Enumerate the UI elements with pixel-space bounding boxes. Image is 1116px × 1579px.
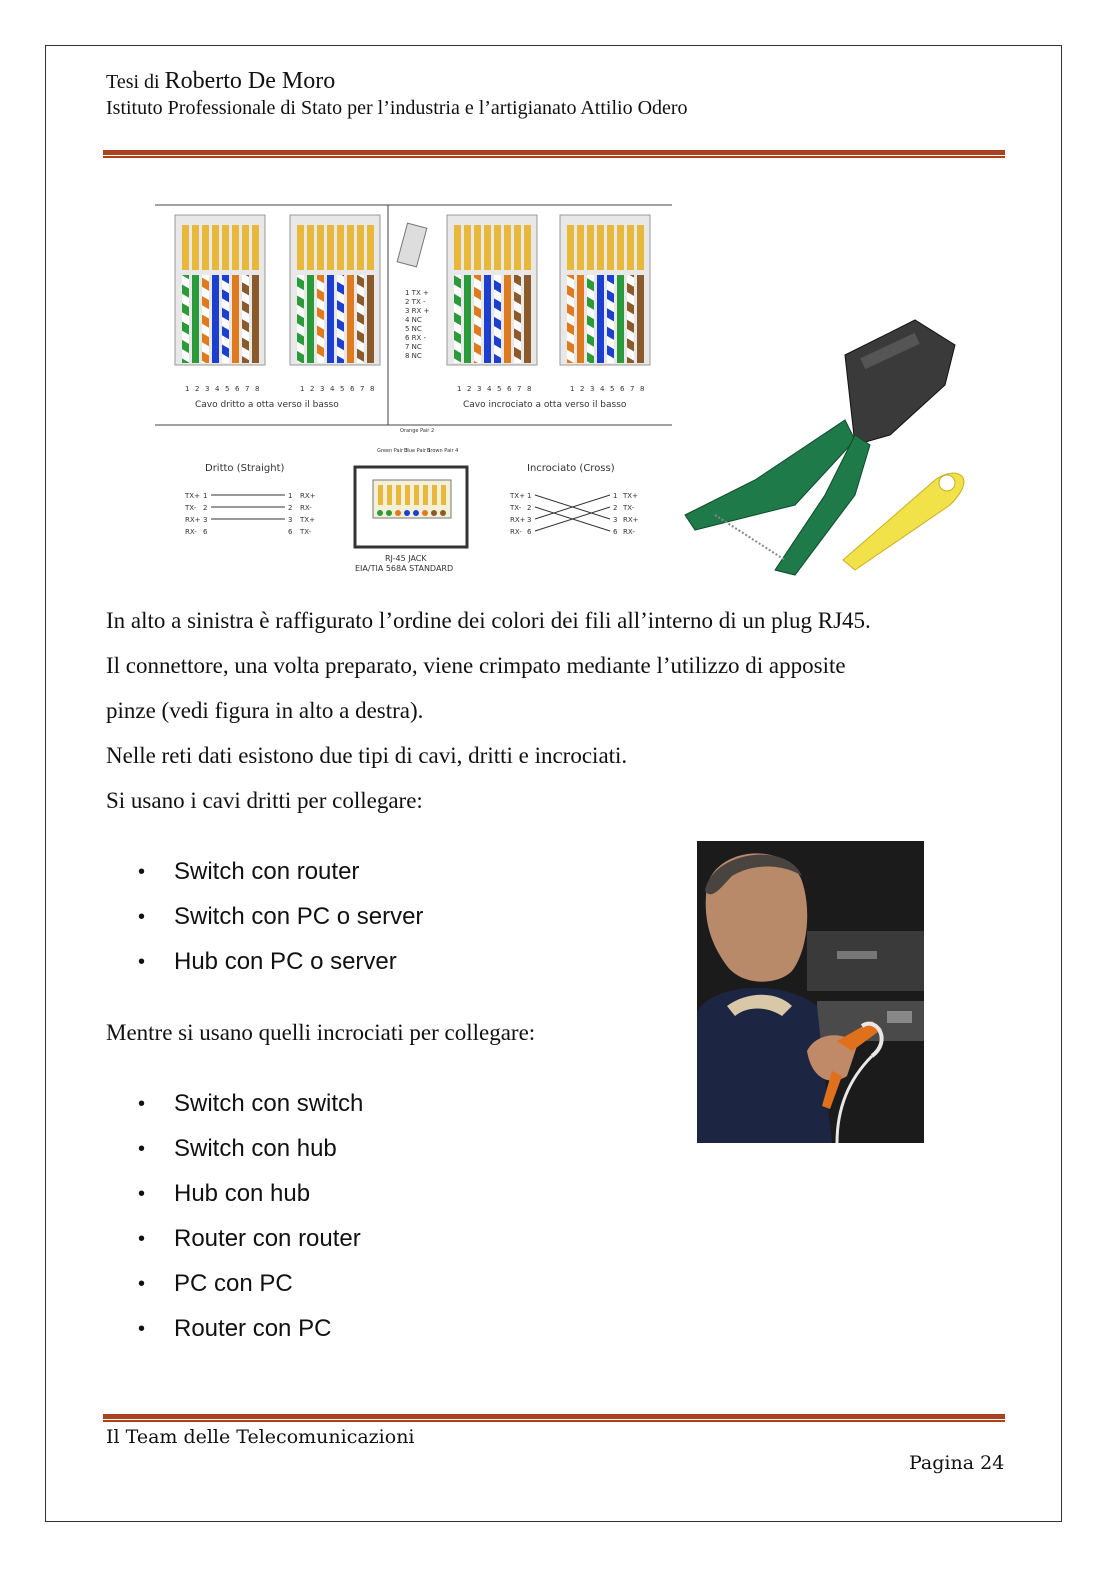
pin-num: 2 bbox=[467, 385, 472, 393]
pin-num: 1 bbox=[457, 385, 462, 393]
svg-text:RX-: RX- bbox=[300, 504, 312, 512]
svg-text:5 NC: 5 NC bbox=[405, 325, 422, 333]
crimping-tool bbox=[685, 320, 955, 575]
cross-intro: Mentre si usano quelli incrociati per collegare: bbox=[106, 1020, 536, 1045]
pin-num: 7 bbox=[517, 385, 522, 393]
svg-text:TX+: TX+ bbox=[300, 516, 315, 524]
pin-num: 8 bbox=[255, 385, 260, 393]
straight-title: Dritto (Straight) bbox=[205, 463, 285, 474]
pin-num: 7 bbox=[630, 385, 635, 393]
list-item: • Switch con PC o server bbox=[138, 903, 424, 930]
svg-text:3: 3 bbox=[288, 516, 293, 524]
pin-num: 5 bbox=[610, 385, 615, 393]
svg-text:RX+: RX+ bbox=[510, 516, 526, 524]
caption-straight-plug: Cavo dritto a otta verso il basso bbox=[195, 400, 339, 410]
pin-num: 8 bbox=[370, 385, 375, 393]
caption-cross-plug: Cavo incrociato a otta verso il basso bbox=[463, 400, 627, 410]
svg-text:Brown Pair 4: Brown Pair 4 bbox=[427, 448, 459, 454]
bullet: • bbox=[138, 1228, 146, 1250]
pin-num: 1 bbox=[570, 385, 575, 393]
bullet: • bbox=[138, 1183, 146, 1205]
pin-num: 6 bbox=[620, 385, 625, 393]
svg-text:1: 1 bbox=[613, 492, 618, 500]
pin-num: 1 bbox=[185, 385, 190, 393]
jack-caption-2: EIA/TIA 568A STANDARD bbox=[355, 564, 454, 573]
list-item: • Hub con PC o server bbox=[138, 948, 397, 975]
bullet: • bbox=[138, 1318, 146, 1340]
plug-568b-2 bbox=[560, 215, 650, 365]
list-item: • Switch con switch bbox=[138, 1090, 364, 1117]
pin-num: 2 bbox=[310, 385, 315, 393]
pin-num: 8 bbox=[640, 385, 645, 393]
list-item: • Router con router bbox=[138, 1225, 361, 1252]
svg-text:TX-: TX- bbox=[623, 504, 635, 512]
svg-text:TX-: TX- bbox=[510, 504, 522, 512]
svg-text:7 NC: 7 NC bbox=[405, 343, 422, 351]
svg-text:3: 3 bbox=[203, 516, 208, 524]
page-number: Pagina 24 bbox=[909, 1452, 1005, 1474]
pin-num: 2 bbox=[195, 385, 200, 393]
bullet: • bbox=[138, 1273, 146, 1295]
pin-num: 1 bbox=[300, 385, 305, 393]
svg-text:TX+: TX+ bbox=[623, 492, 638, 500]
svg-text:2: 2 bbox=[613, 504, 618, 512]
pin-num: 4 bbox=[600, 385, 605, 393]
svg-text:6: 6 bbox=[288, 528, 293, 536]
plug-568a-2 bbox=[290, 215, 380, 365]
svg-text:2 TX -: 2 TX - bbox=[405, 298, 426, 306]
pin-num: 7 bbox=[360, 385, 365, 393]
svg-text:1: 1 bbox=[288, 492, 293, 500]
pin-num: 6 bbox=[235, 385, 240, 393]
paragraph-4: Nelle reti dati esistono due tipi di cavi, dritti e incrociati. bbox=[106, 743, 628, 768]
svg-text:3: 3 bbox=[527, 516, 532, 524]
svg-text:Orange Pair 2: Orange Pair 2 bbox=[400, 428, 435, 434]
svg-text:6: 6 bbox=[203, 528, 208, 536]
mini-plug-icon bbox=[397, 223, 427, 267]
pinout-list bbox=[405, 289, 430, 360]
pin-num: 4 bbox=[215, 385, 220, 393]
header-rule bbox=[103, 150, 1005, 158]
bullet: • bbox=[138, 861, 146, 883]
svg-text:1 TX +: 1 TX + bbox=[405, 289, 429, 297]
cross-uses-list bbox=[138, 1089, 363, 1359]
bullet: • bbox=[138, 1093, 146, 1115]
bullet: • bbox=[138, 906, 146, 928]
svg-text:RX-: RX- bbox=[185, 528, 197, 536]
wire-stripper bbox=[843, 473, 964, 570]
svg-text:6: 6 bbox=[527, 528, 532, 536]
svg-text:3 RX +: 3 RX + bbox=[405, 307, 430, 315]
cross-diagram bbox=[509, 492, 639, 536]
list-item: • PC con PC bbox=[138, 1270, 293, 1297]
plug-568b-1 bbox=[447, 215, 537, 365]
svg-text:6: 6 bbox=[613, 528, 618, 536]
footer-rule bbox=[103, 1414, 1005, 1422]
svg-text:RX+: RX+ bbox=[300, 492, 316, 500]
svg-text:RX+: RX+ bbox=[623, 516, 639, 524]
svg-text:TX-: TX- bbox=[300, 528, 312, 536]
svg-text:RX+: RX+ bbox=[185, 516, 201, 524]
header-prefix: Tesi di bbox=[106, 71, 160, 93]
rj45-jack bbox=[355, 428, 467, 573]
svg-text:4 NC: 4 NC bbox=[405, 316, 422, 324]
list-item: • Hub con hub bbox=[138, 1180, 311, 1207]
pin-num: 6 bbox=[350, 385, 355, 393]
pin-num: 4 bbox=[487, 385, 492, 393]
jack-caption-1: RJ-45 JACK bbox=[385, 554, 427, 563]
svg-text:2: 2 bbox=[288, 504, 293, 512]
svg-text:TX-: TX- bbox=[185, 504, 197, 512]
pin-num: 3 bbox=[590, 385, 595, 393]
svg-text:2: 2 bbox=[527, 504, 532, 512]
bullet: • bbox=[138, 951, 146, 973]
paragraph-1: In alto a sinistra è raffigurato l’ordine dei colori dei fili all’interno di un plug RJ45. bbox=[106, 608, 871, 633]
paragraph-3: pinze (vedi figura in alto a destra). bbox=[106, 698, 424, 723]
technician-photo bbox=[697, 841, 924, 1143]
svg-text:2: 2 bbox=[203, 504, 208, 512]
rj45-diagram bbox=[155, 195, 965, 595]
cross-title: Incrociato (Cross) bbox=[527, 463, 615, 474]
straight-uses-list bbox=[138, 857, 423, 992]
pin-num: 3 bbox=[205, 385, 210, 393]
svg-text:1: 1 bbox=[203, 492, 208, 500]
pin-num: 7 bbox=[245, 385, 250, 393]
pin-num: 3 bbox=[477, 385, 482, 393]
list-item: • Switch con hub bbox=[138, 1135, 337, 1162]
header-author-line bbox=[106, 68, 335, 95]
header-institute: Istituto Professionale di Stato per l’industria e l’artigianato Attilio Odero bbox=[106, 97, 688, 119]
list-item: • Router con PC bbox=[138, 1315, 332, 1342]
header-author: Roberto De Moro bbox=[164, 68, 336, 94]
pin-num: 5 bbox=[497, 385, 502, 393]
paragraph-2: Il connettore, una volta preparato, viene crimpato mediante l’utilizzo di apposite bbox=[106, 653, 846, 678]
pin-num: 3 bbox=[320, 385, 325, 393]
list-item: • Switch con router bbox=[138, 858, 360, 885]
rj45-figure bbox=[155, 195, 965, 595]
svg-text:RX-: RX- bbox=[510, 528, 522, 536]
svg-text:RX-: RX- bbox=[623, 528, 635, 536]
pin-num: 8 bbox=[527, 385, 532, 393]
pin-num: 2 bbox=[580, 385, 585, 393]
svg-text:8 NC: 8 NC bbox=[405, 352, 422, 360]
plug-568a-1 bbox=[175, 215, 265, 365]
pin-num: 6 bbox=[507, 385, 512, 393]
pin-num: 4 bbox=[330, 385, 335, 393]
footer-team: Il Team delle Telecomunicazioni bbox=[106, 1426, 415, 1448]
svg-text:1: 1 bbox=[527, 492, 532, 500]
straight-diagram bbox=[184, 492, 316, 536]
pin-num: 5 bbox=[225, 385, 230, 393]
svg-text:Green Pair 3: Green Pair 3 bbox=[377, 448, 408, 454]
svg-text:TX+: TX+ bbox=[510, 492, 525, 500]
bullet: • bbox=[138, 1138, 146, 1160]
pin-num: 5 bbox=[340, 385, 345, 393]
svg-text:TX+: TX+ bbox=[185, 492, 200, 500]
svg-text:Blue Pair 1: Blue Pair 1 bbox=[404, 448, 431, 454]
svg-text:6 RX -: 6 RX - bbox=[405, 334, 427, 342]
svg-text:3: 3 bbox=[613, 516, 618, 524]
paragraph-5: Si usano i cavi dritti per collegare: bbox=[106, 788, 423, 813]
